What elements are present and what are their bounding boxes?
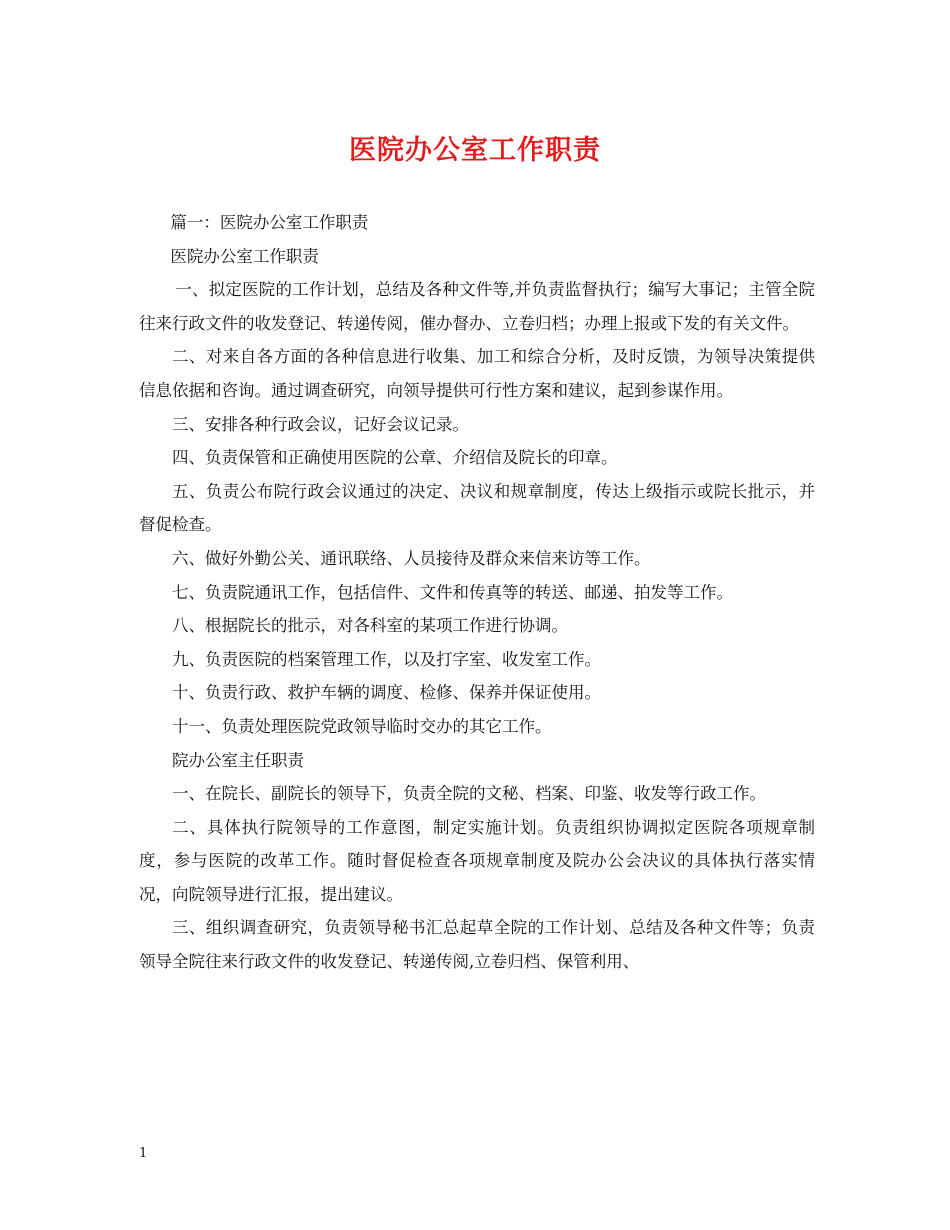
paragraph: 九、负责医院的档案管理工作，以及打字室、收发室工作。: [172, 649, 601, 669]
paragraph: 一、拟定医院的工作计划，总结及各种文件等,并负责监督执行；编写大事记；主管全院往来行政文件的收发登记、转递传阅，催办督办、立卷归档；办理上报或下发的有关文件。: [139, 280, 815, 333]
paragraph: 十一、负责处理医院党政领导临时交办的其它工作。: [172, 716, 552, 736]
paragraph: 十、负责行政、救护车辆的调度、检修、保养并保证使用。: [172, 683, 601, 703]
paragraph: 六、做好外勤公关、通讯联络、人员接待及群众来信来访等工作。: [172, 548, 651, 568]
paragraph: 三、组织调查研究，负责领导秘书汇总起草全院的工作计划、总结及各种文件等；负责领导全院往来行政文件的收发登记、转递传阅,立卷归档、保管利用、: [139, 918, 815, 972]
paragraph: 三、安排各种行政会议，记好会议记录。: [172, 414, 469, 434]
paragraph: 一、在院长、副院长的领导下，负责全院的文秘、档案、印鉴、收发等行政工作。: [172, 784, 766, 804]
section-heading: 篇一：医院办公室工作职责: [170, 213, 369, 232]
paragraph: 七、负责院通讯工作，包括信件、文件和传真等的转送、邮递、拍发等工作。: [172, 582, 733, 602]
paragraph: 二、具体执行院领导的工作意图，制定实施计划。负责组织协调拟定医院各项规章制度，参与医院的改革工作。随时督促检查各项规章制度及院办公会决议的具体执行落实情况，向院领导进行汇报，提出建议。: [139, 817, 815, 904]
document-body: [139, 206, 815, 979]
paragraph: 二、对来自各方面的各种信息进行收集、加工和综合分析，及时反馈，为领导决策提供信息依据和咨询。通过调查研究，向领导提供可行性方案和建议，起到参谋作用。: [139, 347, 815, 400]
paragraph: 四、负责保管和正确使用医院的公章、介绍信及院长的印章。: [172, 448, 618, 468]
subsection-heading: 医院办公室工作职责: [170, 246, 319, 266]
subsection-heading: 院办公室主任职责: [172, 750, 304, 770]
paragraph: 八、根据院长的批示，对各科室的某项工作进行协调。: [172, 616, 568, 636]
paragraph: 五、负责公布院行政会议通过的决定、决议和规章制度，传达上级指示或院长批示，并督促检查。: [139, 481, 815, 535]
page-number: 1: [139, 1146, 148, 1161]
document-title: 医院办公室工作职责: [349, 135, 601, 166]
